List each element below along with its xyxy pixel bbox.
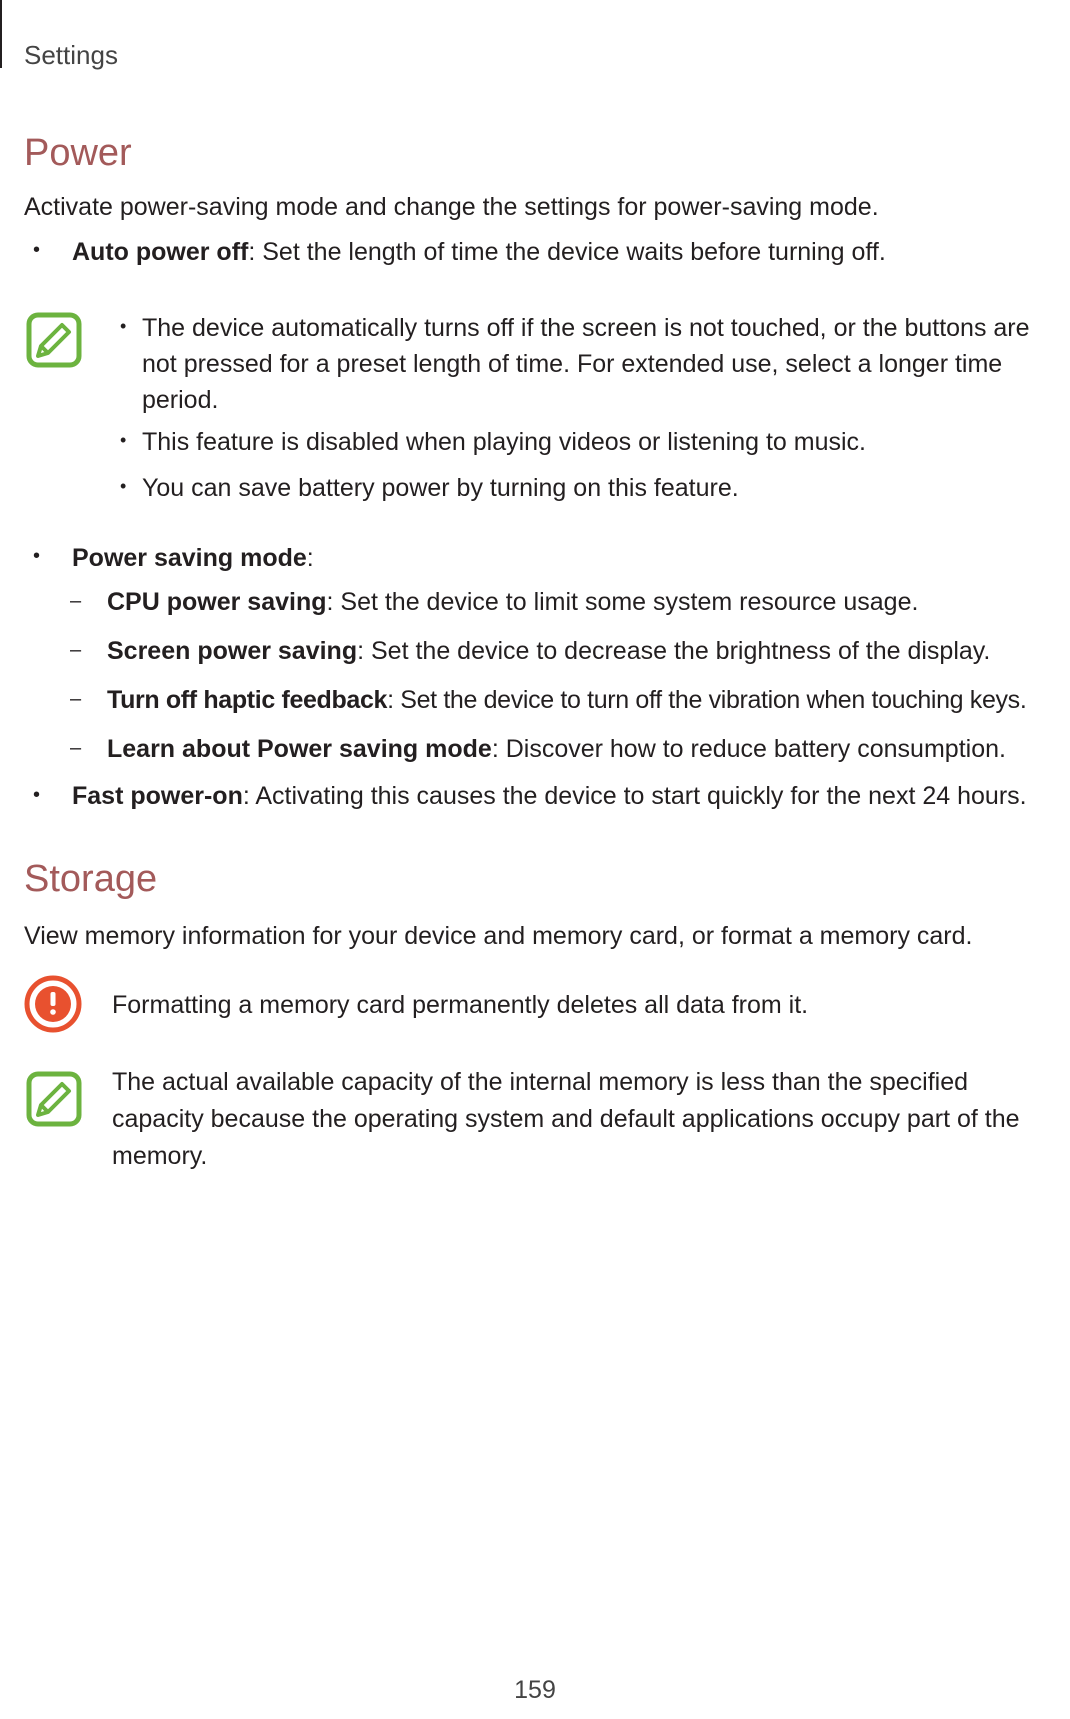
note-item: You can save battery power by turning on this feature. (142, 474, 739, 502)
running-header: Settings (24, 40, 118, 70)
bullet: • (120, 316, 127, 336)
bullet: • (120, 476, 127, 496)
sub-item (107, 584, 918, 620)
sub-item-text: : Set the device to turn off the vibration when touching keys. (387, 686, 1027, 714)
dash: – (70, 590, 82, 612)
storage-note-text: The actual available capacity of the internal memory is less than the specified capacity because the operating system and default applications occupy part of the memory. (112, 1068, 1020, 1170)
sub-item-label: Learn about Power saving mode (107, 735, 492, 763)
note-pencil-icon (26, 1071, 82, 1127)
note-item: The device automatically turns off if the screen is not touched, or the buttons are not pressed for a preset length of time. For extended use, select a longer time period. (142, 314, 1030, 414)
page-corner-line (0, 0, 2, 68)
bullet: • (120, 430, 127, 450)
auto-power-off-text: : Set the length of time the device waits before turning off. (248, 238, 886, 266)
bullet: • (33, 545, 41, 567)
note-pencil-icon (26, 312, 82, 368)
bullet: • (33, 784, 41, 806)
sub-item-text: : Set the device to limit some system resource usage. (326, 588, 919, 616)
storage-intro: View memory information for your device and memory card, or format a memory card. (24, 922, 973, 950)
sub-item (107, 633, 990, 669)
power-intro: Activate power-saving mode and change the settings for power-saving mode. (24, 193, 879, 221)
sub-item (107, 682, 1026, 718)
power-saving-mode-colon: : (306, 544, 314, 572)
dash: – (70, 737, 82, 759)
dash: – (70, 688, 82, 710)
sub-item-label: Screen power saving (107, 637, 358, 665)
note-item: This feature is disabled when playing videos or listening to music. (142, 428, 866, 456)
sub-item (107, 731, 1006, 767)
section-title-power: Power (24, 132, 132, 174)
sub-item-label: Turn off haptic feedback (107, 686, 388, 714)
power-saving-mode-label: Power saving mode (72, 544, 307, 572)
fast-power-on-text: : Activating this causes the device to start quickly for the next 24 hours. (242, 782, 1027, 810)
warning-exclamation-icon (24, 975, 82, 1033)
warning-text: Formatting a memory card permanently deletes all data from it. (112, 991, 809, 1019)
page-number: 159 (514, 1676, 556, 1704)
sub-item-label: CPU power saving (107, 588, 327, 616)
fast-power-on-label: Fast power-on (72, 782, 243, 810)
bullet: • (33, 239, 41, 261)
section-title-storage: Storage (24, 858, 158, 900)
auto-power-off-label: Auto power off (72, 238, 249, 266)
sub-item-text: : Discover how to reduce battery consumption. (491, 735, 1006, 763)
dash: – (70, 639, 82, 661)
sub-item-text: : Set the device to decrease the brightness of the display. (357, 637, 991, 665)
